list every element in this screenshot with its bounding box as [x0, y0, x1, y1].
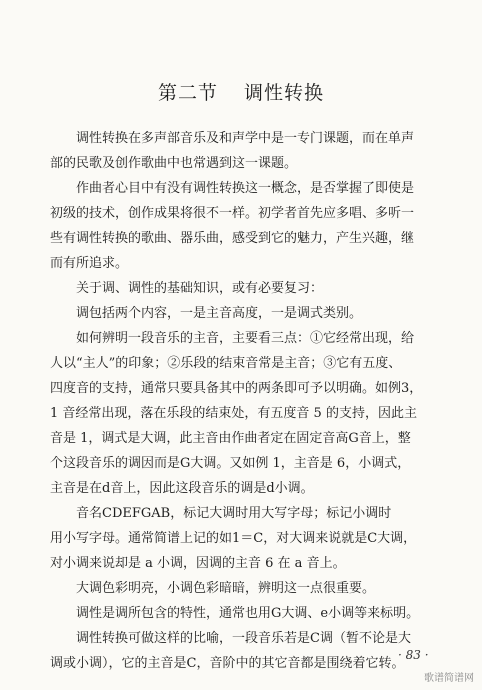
paragraph: 调性转换在多声部音乐及和声学中是一专门课题，而在单声 部的民歌及创作歌曲中也常遇到这一课题。: [50, 131, 415, 171]
paragraph: 音名CDEFGAB，标记大调时用大写字母；标记小调时 用小写字母。通常简谱上记的如1＝C，对大调来说就是C大调， 对小调来说却是 a 小调，因调的主音 6 在 a 音上。: [50, 506, 417, 571]
section-name: 调性转换: [244, 82, 325, 104]
paragraph: 如何辨明一段音乐的主音，主要看三点：①它经常出现，给 人以“主人”的印象；②乐段的结束音常是主音；③它有五度、 四度音的支持，通常只要具备其中的两条即可予以明确。如例3， 1 音经常出现，落在乐段的结束处，有五度音 5 的支持，因此主 音是 1，调式是大调，此主音由作曲者定在固定音高G音上，整 个这段音乐的调因而是G大调。又如例 1，主音是 6，小调式， 主音是在d音上，因此这段音乐的调是d小调。: [50, 331, 423, 496]
paragraph: 调性是调所包含的特性，通常也用G大调、e小调等来标明。: [76, 606, 420, 621]
site-watermark: 歌谱简谱网: [424, 673, 474, 684]
paragraph: 调包括两个内容，一是主音高度，一是调式类别。: [76, 306, 363, 321]
paragraph: 调性转换可做这样的比喻，一段音乐若是C调（暂不论是大 调或小调），它的主音是C，音阶中的其它音都是围绕着它转。: [50, 631, 411, 671]
paragraph: 关于调、调性的基础知识，或有必要复习：: [76, 281, 324, 296]
paragraph: 大调色彩明亮，小调色彩暗暗，辨明这一点很重要。: [76, 581, 376, 596]
section-number: 第二节: [157, 82, 218, 104]
body-text: [50, 126, 442, 676]
section-title: [0, 78, 482, 105]
page-number: · 83 ·: [398, 648, 429, 662]
paragraph: 作曲者心目中有没有调性转换这一概念，是否掌握了即使是 初级的技术，创作成果将很不一样。初学者首先应多唱、多听一 些有调性转换的歌曲、器乐曲，感受到它的魅力，产生兴趣，继 而有所追求。: [50, 181, 415, 271]
